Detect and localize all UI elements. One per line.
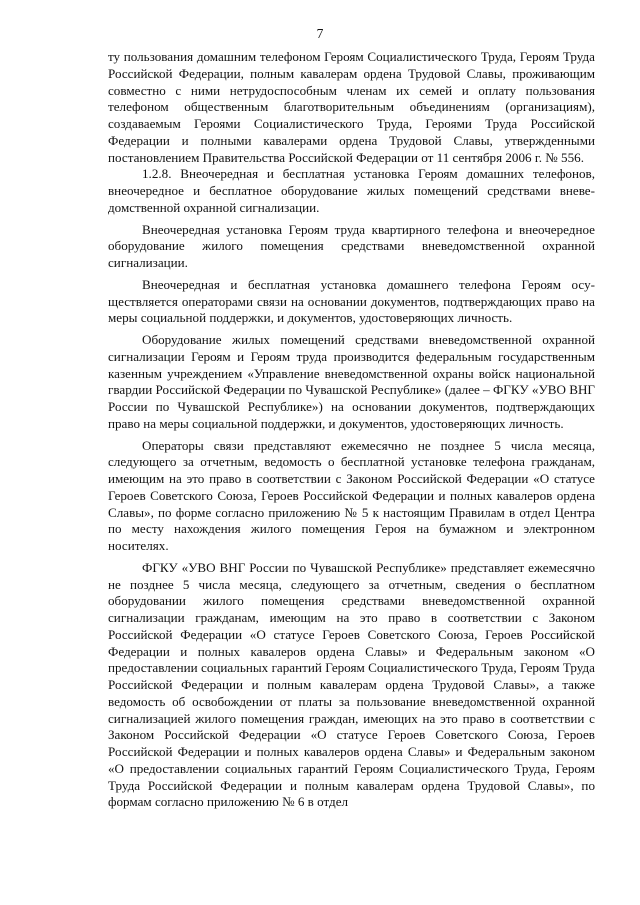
paragraph-labor-heroes-phone: Внеочередная установка Героям труда квартирного телефона и внеочередное оборудование жилого помещения средствами вневедомственной охранной сигнализации. (108, 221, 595, 270)
paragraph-operators-report: Операторы связи представляют ежемесячно не позднее 5 числа месяца, следующего за отчетным, ведомость о бесплатной установке телефона гражданам, имеющим на это право в соответствии с Законом Российской Федерации «О статусе Героев Советского Союза, Героев Российской Федерации и полных кавалеров ордена Славы», по форме согласно приложению № 5 к настоящим Правилам в отдел Центра по месту нахождения жилого помещения Героя на бумажном и электронном носителях. (108, 437, 595, 553)
paragraph-phone-operators: Внеочередная и бесплатная установка домашнего телефона Героям осуществляется операторами связи на основании документов, подтверждающих право на меры социальной поддержки, и документов, удостоверяющих личность. (108, 276, 595, 326)
paragraph-fgku-report: ФГКУ «УВО ВНГ России по Чувашской Республике» представляет ежемесячно не позднее 5 числа месяца, следующего за отчетным, сведения о бесплатном оборудовании жилого помещения средствами вневедомственной охранной сигнализации гражданам, имеющим на это право в соответствии с Законом Российской Федерации «О статусе Героев Советского Союза, Героев Российской Федерации и полных кавалеров ордена Славы» и Федеральным законом «О предоставлении социальных гарантий Героям Социалистического Труда, Героям Труда Российской Федерации и полным кавалерам ордена Трудовой Славы», а также ведомость об освобождении от платы за пользование вневедомственной охранной сигнализацией жилого помещения граждан, имеющих на это право в соответствии с Законом Российской Федерации «О статусе Героев Советского Союза, Героев Российской Федерации и полных кавалеров ордена Славы» и Федеральным законом «О предоставлении социальных гарантий Героям Социалистического Труда, Героям Труда Российской Федерации и полным кавалерам ордена Трудовой Славы», по формам согласно приложению № 6 в отдел (108, 559, 595, 810)
paragraph-continuation: ту пользования домашним телефоном Героям Социалистического Труда, Героям Труда Российской Федерации, полным кавалерам ордена Трудовой Славы, проживающим совместно с ними нетрудоспособным членам их семей и оплату пользования телефоном общественным благотворительным объединениям (организациям), создаваемым Героями Социалистического Труда, Героями Труда Российской Федерации и полными кавалерами ордена Трудовой Славы, утвержденными постановлением Правительства Российской Федерации от 11 сентября 2006 г. № 556. (108, 49, 595, 165)
paragraph-security-equipment: Оборудование жилых помещений средствами вневедомственной охранной сигнализации Героям и Героям труда производится федеральным государственным казенным учреждением «Управление вневедомственной охраны войск национальной гвардии Российской Федерации по Чувашской Республике» (далее – ФГКУ «УВО ВНГ России по Чувашской Республике») на основании документов, подтверждающих право на меры социальной поддержки, и документов, удостоверяющих личность. (108, 332, 595, 431)
page-number: 7 (316, 26, 324, 41)
paragraph-clause-1-2-8: 1.2.8. Внеочередная и бесплатная установка Героям домашних телефонов, внеочередное и бесплатное оборудование жилых помещений средствами вневедомственной охранной сигнализации. (108, 166, 595, 215)
document-body (108, 49, 595, 811)
